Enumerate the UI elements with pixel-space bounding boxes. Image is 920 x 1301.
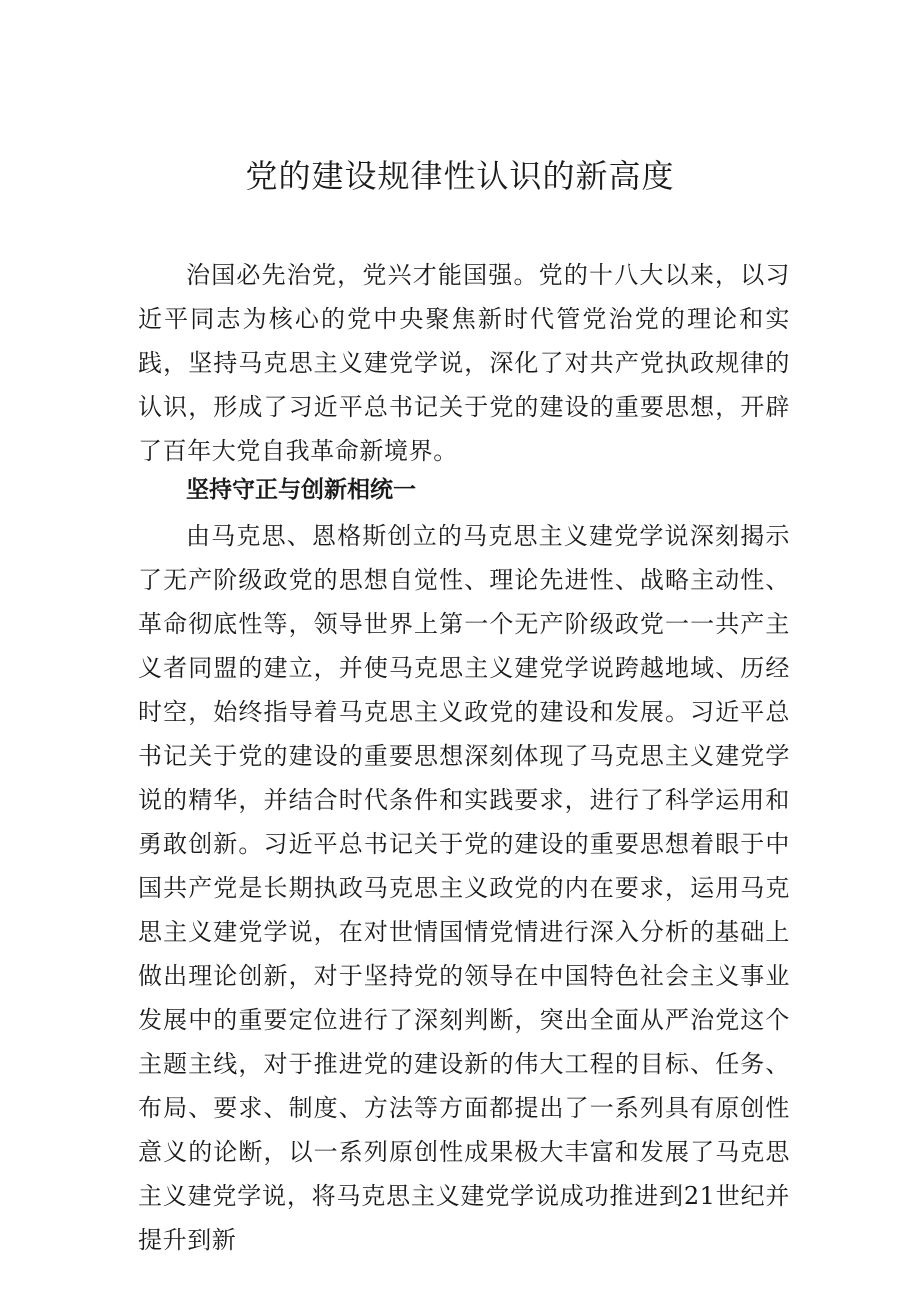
section-paragraph: 由马克思、恩格斯创立的马克思主义建党学说深刻揭示了无产阶级政党的思想自觉性、理论先进性、战略主动性、革命彻底性等，领导世界上第一个无产阶级政党一一共产主义者同盟的建立，并使马克思主义建党学说跨越地域、历经时空，始终指导着马克思主义政党的建设和发展。习近平总书记关于党的建设的重要思想深刻体现了马克思主义建党学说的精华，并结合时代条件和实践要求，进行了科学运用和勇敢创新。习近平总书记关于党的建设的重要思想着眼于中国共产党是长期执政马克思主义政党的内在要求，运用马克思主义建党学说，在对世情国情党情进行深入分析的基础上做出理论创新，对于坚持党的领导在中国特色社会主义事业发展中的重要定位进行了深刻判断，突出全面从严治党这个主题主线，对于推进党的建设新的伟大工程的目标、任务、布局、要求、制度、方法等方面都提出了一系列具有原创性意义的论断，以一系列原创性成果极大丰富和发展了马克思主义建党学说，将马克思主义建党学说成功推进到21世纪并提升到新 [138,522,790,1254]
section-heading: 坚持守正与创新相统一 [186,477,416,503]
document-title: 党的建设规律性认识的新高度 [245,157,675,195]
intro-paragraph: 治国必先治党，党兴才能国强。党的十八大以来，以习近平同志为核心的党中央聚焦新时代管党治党的理论和实践，坚持马克思主义建党学说，深化了对共产党执政规律的认识，形成了习近平总书记关于党的建设的重要思想，开辟了百年大党自我革命新境界。 [138,261,790,465]
